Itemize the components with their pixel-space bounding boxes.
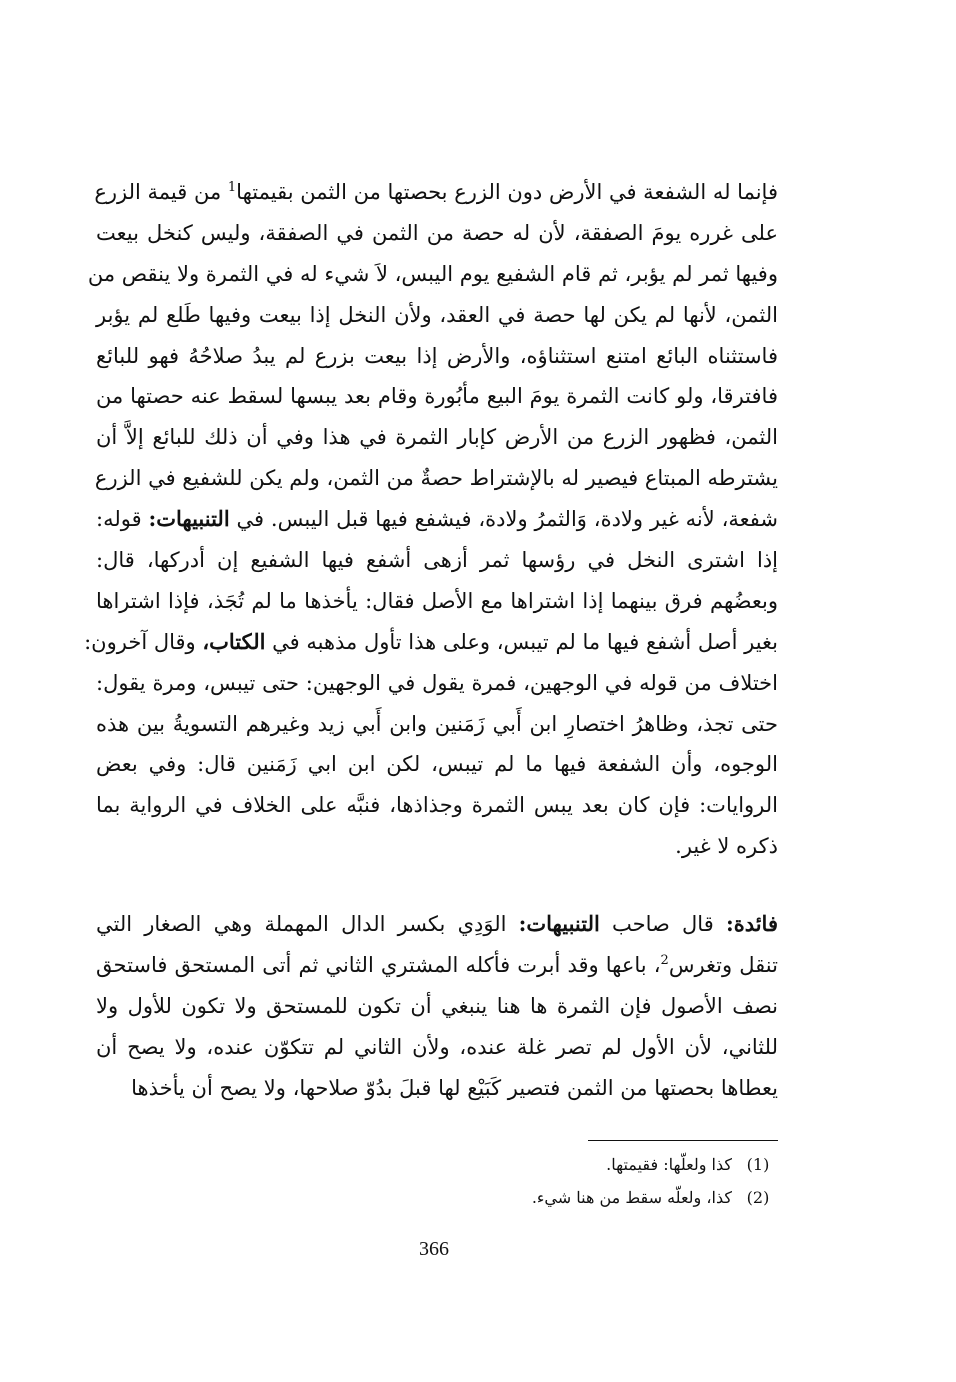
- text-segment: الروايات: فإن كان بعد يبس الثمرة وجذاذها، فنبَّه على الخلاف في الرواية بما: [96, 793, 778, 818]
- paragraph-1: [84, 172, 778, 867]
- footnote-text: كذا، ولعلّه سقط من هنا شيء.: [531, 1188, 732, 1207]
- text-segment: الثمن، لأنها لم يكن لها حصة في العقد، ولأن النخل إذا بيعت وفيها طَلع لم يؤبر: [96, 302, 778, 327]
- text-segment: قال صاحب: [599, 912, 726, 936]
- text-line: [96, 785, 778, 826]
- footnote-reference: 1: [227, 180, 237, 195]
- text-segment: الوجوه، وأن الشفعة فيها ما لم تيبس، لكن ابن ابي زَمَنين قال: وفي بعض: [96, 752, 778, 777]
- text-line: [96, 295, 778, 336]
- bold-term: فائدة:: [725, 911, 778, 936]
- text-line: [96, 417, 778, 458]
- text-segment: الوَدِي بكسر الدال المهملة وهي الصغار التي: [96, 912, 519, 936]
- footnote-number: (2): [746, 1188, 770, 1207]
- text-line: [96, 744, 778, 785]
- text-segment: وفيها ثمر لم يؤبر، ثم قام الشفيع يوم اليبس، لاَ شيء له في الثمرة ولا ينقص من: [87, 261, 778, 286]
- page-number: 366: [419, 1238, 449, 1260]
- text-line: [96, 458, 778, 499]
- bold-term: التنبيهات:: [148, 506, 230, 532]
- text-segment: قوله:: [96, 507, 149, 532]
- text-segment: الثمن، فظهور الزرع من الأرض كإبار الثمرة في هذا وفي أن ذلك للبائع إلاَّ أن: [96, 425, 778, 450]
- footnote-2: [178, 1184, 778, 1212]
- text-line: [96, 986, 778, 1027]
- footnote-separator: [588, 1140, 778, 1141]
- text-segment: فافترقا، ولو كانت الثمرة يومَ البيع مأبُورة وقام بعد يبسها لسقط عنه حصتها من: [96, 384, 778, 409]
- text-line: [96, 213, 778, 254]
- footnote-1: [178, 1151, 778, 1179]
- bold-term: الكتاب،: [202, 628, 266, 654]
- text-segment: بغير أصل أشفع فيها ما لم تيبس، وعلى هذا تأول مذهبه في: [265, 629, 778, 654]
- text-line: [96, 540, 778, 581]
- text-segment: وبعضُهم فرق بينهما إذا اشتراها مع الأصل فقال: يأخذها ما لم تُجَذ، فإذا اشتراها: [96, 588, 778, 613]
- text-segment: فاستثناه البائع امتنع استثناؤه، والأرض إذا بيعت بزرع لم يبدُ صلاحُهُ فهو للبائع: [96, 343, 778, 368]
- text-segment: إذا اشترى النخل في رؤسها ثمر أزهى أشفع فيها الشفيع إن أدركها، قال:: [96, 548, 778, 573]
- text-line: [96, 904, 778, 945]
- text-segment: من قيمة الزرع: [94, 180, 228, 204]
- text-segment: ذكره لا غير.: [675, 834, 778, 859]
- text-line: [96, 704, 778, 745]
- text-segment: فإنما له الشفعة في الأرض دون الزرع بحصتها من الثمن بقيمتها: [236, 180, 778, 204]
- text-segment: نصف الأصول فإن الثمرة ها هنا ينبغي أن تكون للمستحق ولا تكون للأول ولا: [96, 993, 778, 1018]
- text-line: [96, 1027, 778, 1068]
- text-segment: للثاني، لأن الأول لم تصر غلة عنده، ولأن الثاني لم تتكوّن عنده، ولا يصح أن: [96, 1034, 778, 1059]
- text-segment: حتى تجذ، وظاهرُ اختصارِ ابن أَبي زَمَنين وابن أَبي زيد وغيرهم التسويةُ بين هذه: [96, 711, 778, 736]
- text-segment: اختلاف من قوله في الوجهين، فمرة يقول في الوجهين: حتى تيبس، ومرة يقول:: [96, 670, 778, 695]
- text-segment: يعطاها بحصتها من الثمن فتصير كَبَيْع لها قبلَ بدُوّ صلاحها، ولا يصح أن يأخذها: [131, 1075, 778, 1100]
- text-segment: تنقل وتغرس: [668, 952, 778, 977]
- text-segment: وقال آخرون:: [84, 629, 203, 654]
- paragraph-2: [96, 904, 778, 1108]
- text-line: [96, 172, 778, 213]
- text-line: [96, 499, 778, 540]
- bold-term: التنبيهات:: [518, 911, 600, 936]
- text-line: [84, 622, 778, 663]
- text-line: [96, 1068, 778, 1109]
- footnote-text: كذا ولعلّها: فقيمتها.: [606, 1155, 732, 1174]
- text-line: [96, 663, 778, 704]
- footnote-reference: 2: [660, 952, 669, 968]
- footnote-number: (1): [746, 1155, 770, 1174]
- text-segment: يشترطه المبتاع فيصير له بالإشتراط حصةٌ من الثمن، ولم يكن للشفيع في الزرع: [94, 466, 778, 491]
- text-segment: على غرره يومَ الصفقة، لأن له حصة من الثمن في الصفقة، وليس كنخل بيعت: [96, 220, 778, 245]
- text-segment: شفعة، لأنه غير ولادة، وَالثمرُ ولادة، فيشفع فيها قبل اليبس. في: [229, 507, 778, 532]
- text-line: [87, 254, 778, 295]
- text-line: [96, 336, 778, 377]
- text-line: [96, 945, 778, 986]
- text-line: [96, 376, 778, 417]
- text-segment: ، باعها وقد أبرت فأكله المشتري الثاني ثم أتى المستحق فاستحق: [96, 952, 661, 977]
- text-line: [96, 826, 778, 867]
- text-line: [96, 581, 778, 622]
